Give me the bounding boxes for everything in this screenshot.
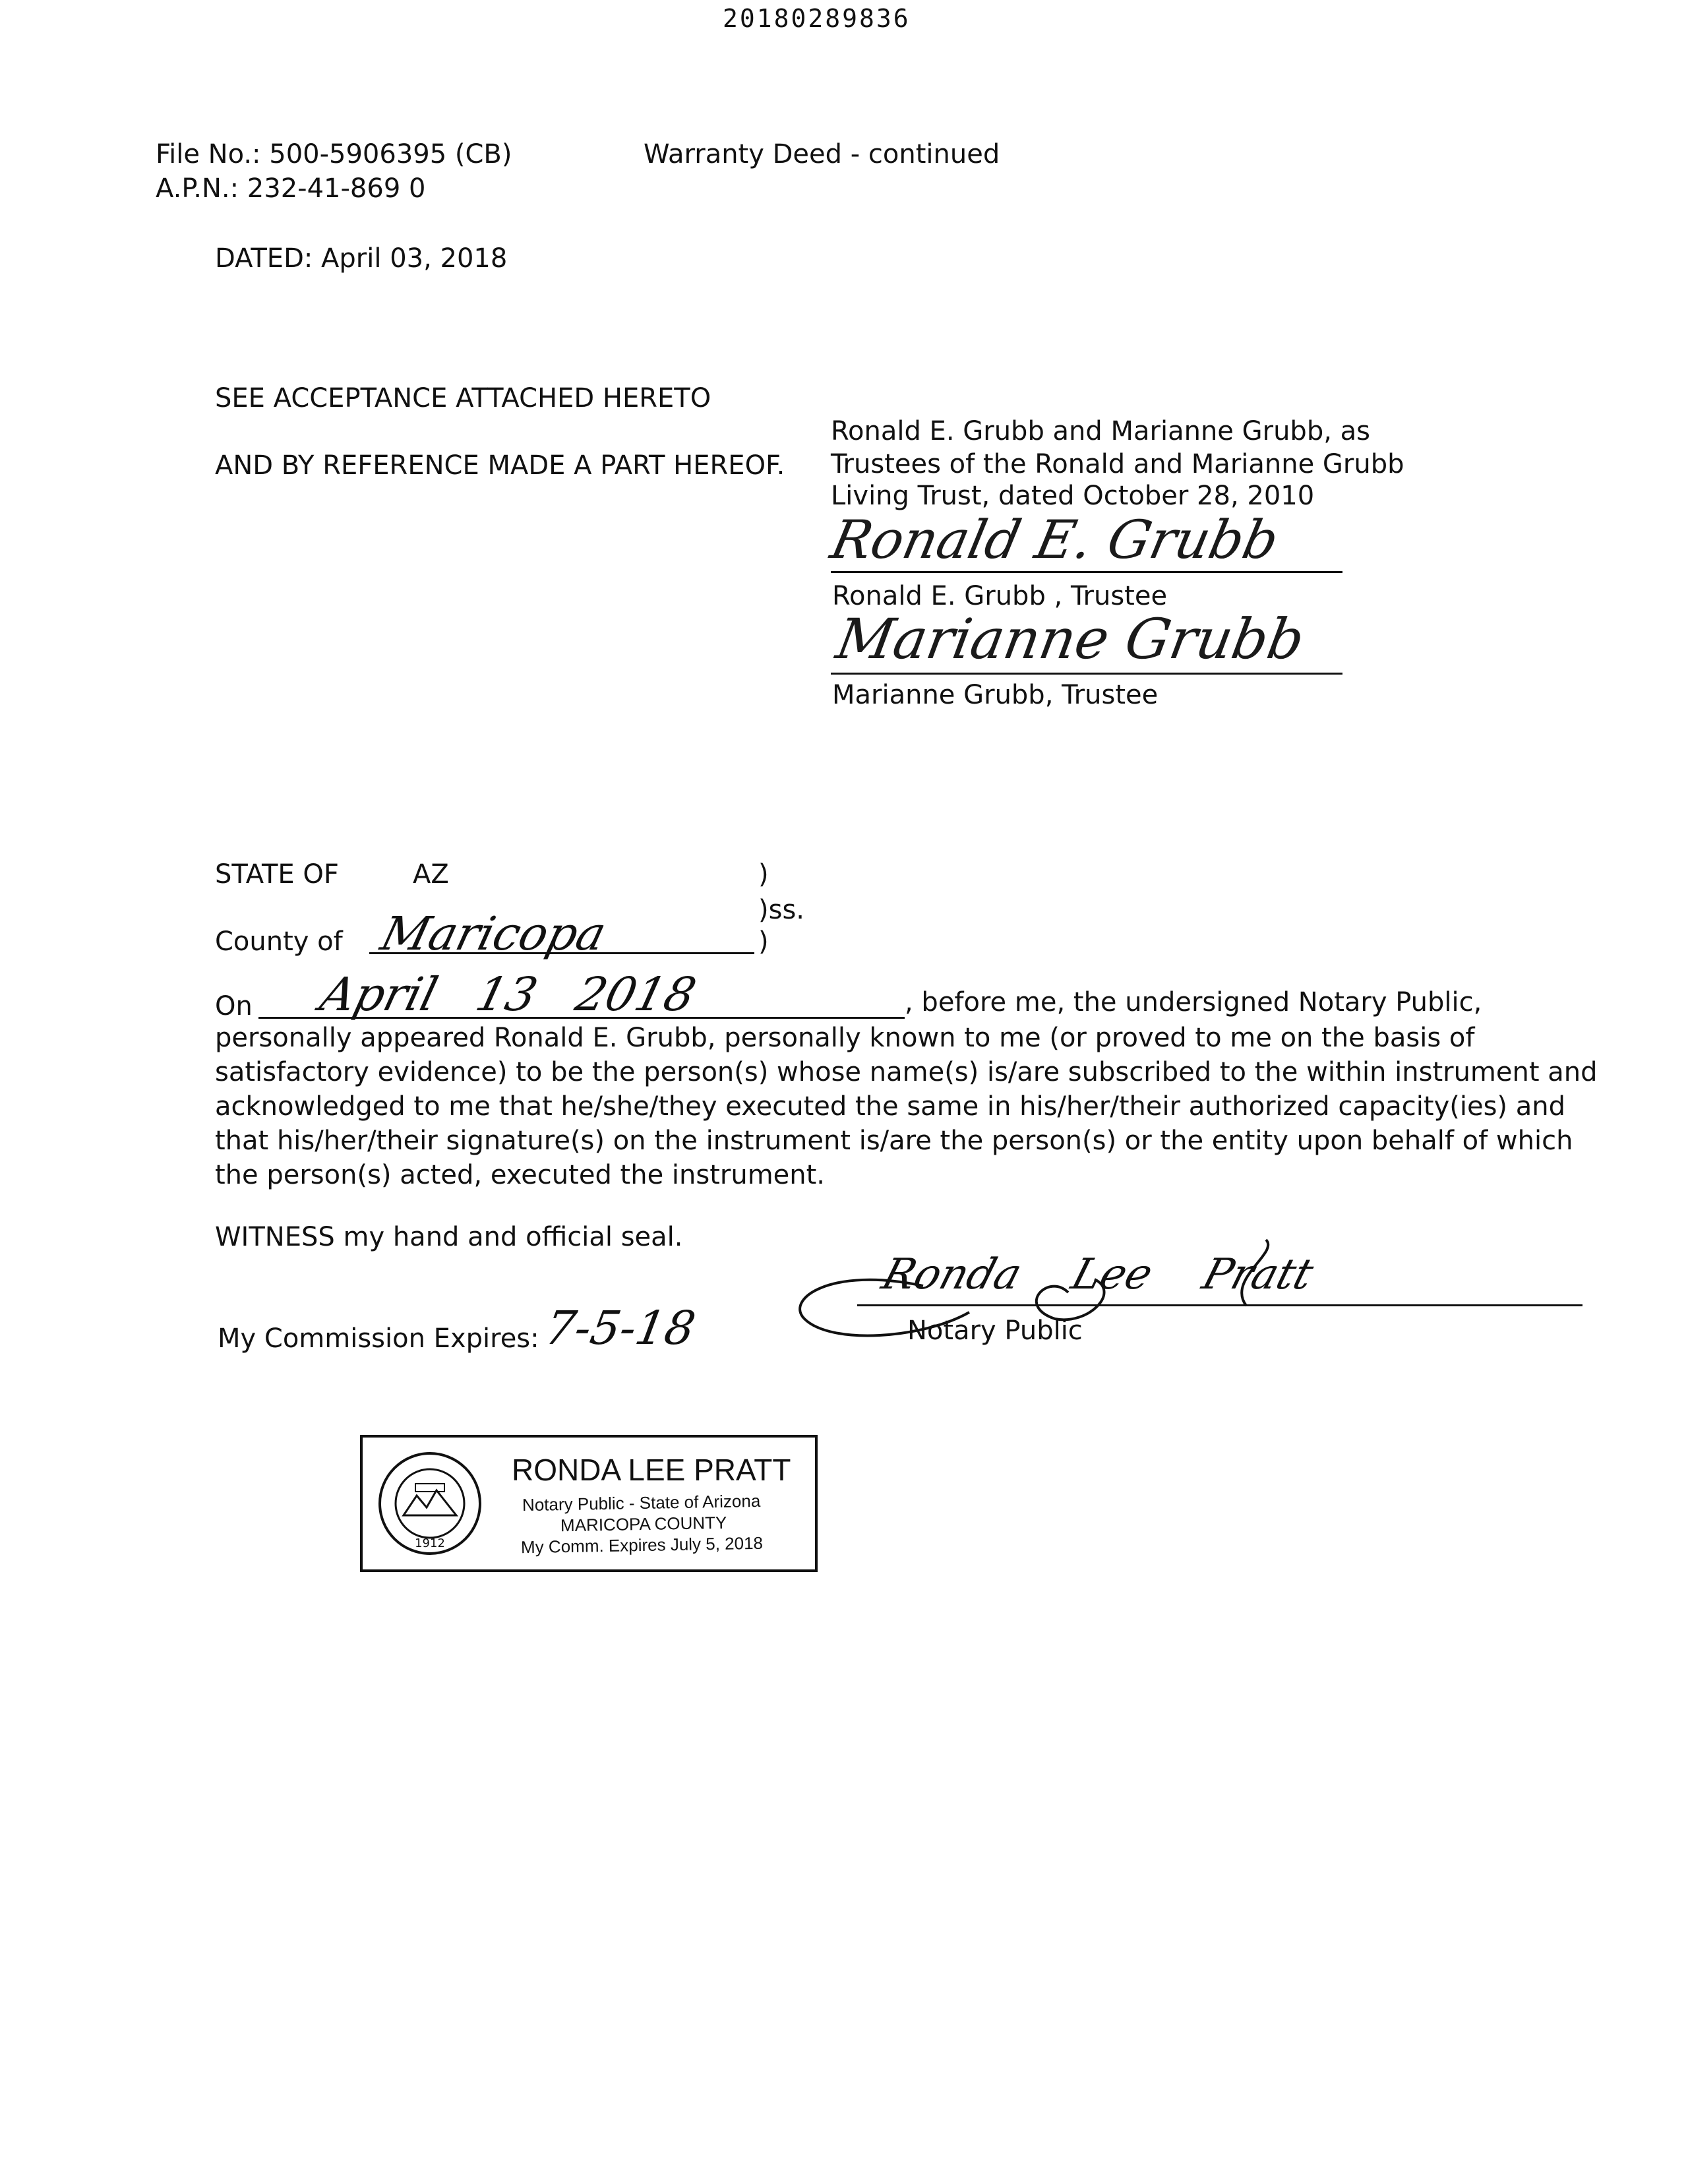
state-value: AZ	[413, 859, 449, 890]
commission-expires-label: My Commission Expires:	[218, 1323, 539, 1354]
document-title: Warranty Deed - continued	[644, 139, 1000, 169]
notary-public-label: Notary Public	[907, 1316, 1083, 1346]
signature-line-2	[831, 673, 1342, 675]
grantor-line-3: Living Trust, dated October 28, 2010	[831, 481, 1315, 511]
stamp-line-3: My Comm. Expires July 5, 2018	[520, 1532, 764, 1558]
signature-line-1	[831, 571, 1342, 573]
on-date-handwritten: April 13 2018	[315, 967, 702, 1021]
grantor-line-1: Ronald E. Grubb and Marianne Grubb, as	[831, 416, 1370, 446]
on-date-line	[258, 1017, 905, 1019]
jurat-line-3: acknowledged to me that he/she/they executed the same in his/her/their authorized capacity(ies) and	[215, 1091, 1565, 1122]
signer-1-label: Ronald E. Grubb , Trustee	[832, 581, 1168, 611]
acceptance-line-1: SEE ACCEPTANCE ATTACHED HERETO	[215, 383, 711, 413]
stamp-line-1: Notary Public - State of Arizona	[522, 1490, 761, 1515]
notary-signature: Ronda Lee Pratt	[876, 1250, 1319, 1299]
jurat-line-4: that his/her/their signature(s) on the instrument is/are the person(s) or the entity upon behalf of which	[215, 1126, 1573, 1156]
paren-bottom: )	[758, 926, 769, 957]
county-line	[369, 952, 754, 954]
on-label: On	[215, 991, 253, 1021]
stamp-line-2: MARICOPA COUNTY	[560, 1512, 727, 1536]
ss-mark: )ss.	[758, 895, 804, 925]
seal-year: 1912	[415, 1536, 445, 1550]
recording-number: 20180289836	[723, 4, 911, 33]
state-of-label: STATE OF	[215, 859, 339, 890]
apn-number: A.P.N.: 232-41-869 0	[156, 173, 426, 204]
dated-line: DATED: April 03, 2018	[215, 243, 508, 274]
file-number: File No.: 500-5906395 (CB)	[156, 139, 512, 169]
before-me-text: , before me, the undersigned Notary Public,	[905, 987, 1482, 1017]
county-label: County of	[215, 926, 343, 957]
signer-2-label: Marianne Grubb, Trustee	[832, 680, 1159, 710]
witness-line: WITNESS my hand and official seal.	[215, 1222, 683, 1252]
paren-top: )	[758, 859, 769, 890]
grantor-line-2: Trustees of the Ronald and Marianne Grubb	[831, 449, 1404, 479]
signature-marianne-grubb: Marianne Grubb	[831, 607, 1310, 671]
signature-ronald-grubb: Ronald E. Grubb	[826, 509, 1284, 570]
stamp-name: RONDA LEE PRATT	[512, 1453, 791, 1487]
jurat-line-1: personally appeared Ronald E. Grubb, personally known to me (or proved to me on the basis of	[215, 1023, 1475, 1053]
jurat-line-2: satisfactory evidence) to be the person(s) whose name(s) is/are subscribed to the within instrument and	[215, 1057, 1598, 1087]
arizona-seal-icon	[377, 1449, 483, 1558]
county-handwritten: Maricopa	[375, 907, 612, 961]
jurat-line-5: the person(s) acted, executed the instrument.	[215, 1160, 826, 1190]
commission-date-handwritten: 7-5-18	[541, 1301, 700, 1355]
acceptance-line-2: AND BY REFERENCE MADE A PART HEREOF.	[215, 450, 785, 481]
notary-signature-line	[857, 1304, 1582, 1306]
notary-stamp	[360, 1435, 818, 1572]
